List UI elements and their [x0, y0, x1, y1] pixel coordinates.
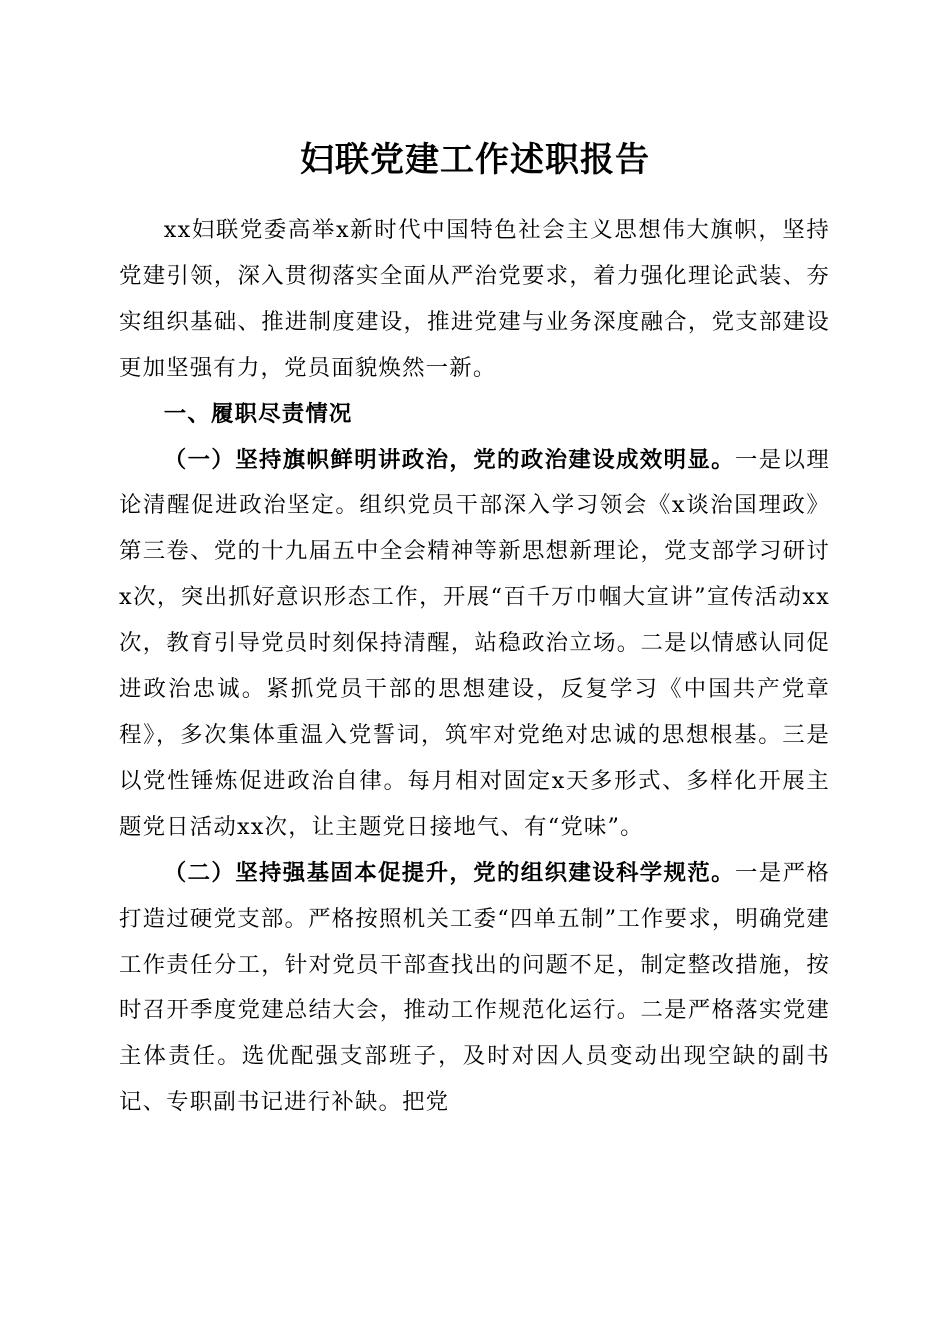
paragraph-item-1 — [119, 438, 830, 851]
intro-paragraph: xx妇联党委高举x新时代中国特色社会主义思想伟大旗帜，坚持党建引领，深入贯彻落实全面从严治党要求，着力强化理论武装、夯实组织基础、推进制度建设，推进党建与业务深度融合，党支部建设更加坚强有力，党员面貌焕然一新。 — [119, 217, 830, 381]
document-title: 妇联党建工作述职报告 — [300, 140, 650, 180]
item-2-lead: （二）坚持强基固本促提升，党的组织建设科学规范。 — [163, 859, 735, 886]
item-1-lead: （一）坚持旗帜鲜明讲政治，党的政治建设成效明显。 — [163, 446, 735, 473]
document-body — [119, 208, 830, 1126]
item-2-text: 一是严格打造过硬党支部。严格按照机关工委“四单五制”工作要求，明确党建工作责任分工，针对党员干部查找出的问题不足，制定整改措施，按时召开季度党建总结大会，推动工作规范化运行。二是严格落实党建主体责任。选优配强支部班子，及时对因人员变动出现空缺的副书记、专职副书记进行补缺。把党 — [119, 859, 830, 1116]
paragraph-item-2 — [119, 851, 830, 1126]
section-heading: 一、履职尽责情况 — [163, 400, 353, 427]
item-1-text: 一是以理论清醒促进政治坚定。组织党员干部深入学习领会《x谈治国理政》第三卷、党的十九届五中全会精神等新思想新理论，党支部学习研讨x次，突出抓好意识形态工作，开展“百千万巾帼大宣讲”宣传活动xx次，教育引导党员时刻保持清醒，站稳政治立场。二是以情感认同促进政治忠诚。紧抓党员干部的思想建设，反复学习《中国共产党章程》，多次集体重温入党誓词，筑牢对党绝对忠诚的思想根基。三是以党性锤炼促进政治自律。每月相对固定x天多形式、多样化开展主题党日活动xx次，让主题党日接地气、有“党味”。 — [119, 446, 830, 840]
